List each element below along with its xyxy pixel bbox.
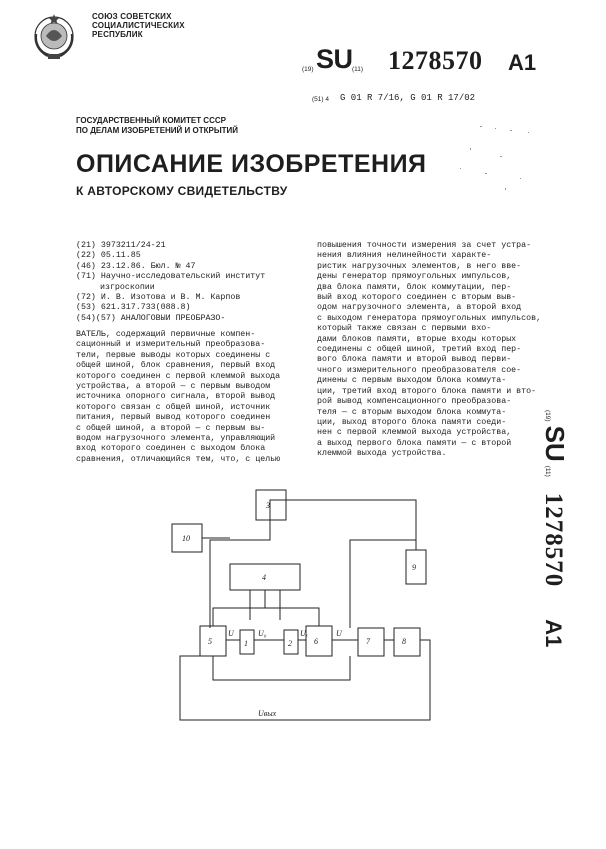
label-8: 8 [402,637,406,646]
label-10: 10 [182,534,190,543]
abstract-line: рой вывод компенсационного преобразова- [317,397,512,407]
vertical-code-19: (19) [544,410,551,422]
signal-u1: U [228,629,234,638]
biblio-line: (53) 621.317.733(088.8) [76,303,191,313]
vertical-number: 1278570 [540,492,567,588]
block-7 [358,628,384,656]
abstract-line: ристик нагрузочных элементов, в него вве- [317,261,522,271]
abstract-line: дами блоков памяти, вторые входы которых [317,334,517,344]
biblio-line: (72) И. В. Изотова и В. М. Карпов [76,293,241,303]
signal-u2: U [336,629,342,638]
label-9: 9 [412,563,416,572]
abstract-left-column [76,330,308,465]
abstract-line: с общей шиной, а второй — с первым вы- [76,423,266,433]
abstract-line: которого соединен с первой клеммой выхода [76,371,281,381]
abstract-line: одом нагрузочного элемента, а второй вход [317,303,522,313]
biblio-line: (71) Научно-исследовательский институт [76,272,266,282]
abstract-line: сационный и измерительный преобразова- [76,340,266,350]
abstract-line: с выходом генератора прямоугольных импульсов, [317,313,542,323]
vertical-kind: A1 [541,619,566,648]
abstract-line: общей шиной, блок сравнения, первый вход [76,361,276,371]
abstract-line: водом нагрузочного элемента, управляющий [76,434,276,444]
org-line-2: СОЦИАЛИСТИЧЕСКИХ [92,21,185,30]
label-3: 3 [266,501,270,510]
abstract-line: тели, первые выводы которых соединены с [76,350,271,360]
committee-line-2: ПО ДЕЛАМ ИЗОБРЕТЕНИЙ И ОТКРЫТИЙ [76,126,239,135]
org-line-3: РЕСПУБЛИК [92,30,143,39]
abstract-right-column [317,241,549,460]
abstract-line: ции, выход второго блока памяти соеди- [317,417,507,427]
label-2: 2 [288,639,292,648]
abstract-line: ции, третий вход второго блока памяти и вто- [317,386,537,396]
circuit-diagram [150,480,450,740]
abstract-line: сравнения, отличающийся тем, что, с целью [76,454,281,464]
abstract-line: два блока памяти, блок коммутации, пер- [317,282,512,292]
biblio-line: (22) 05.11.85 [76,251,141,261]
biblio-line: изгроскопии [100,282,155,292]
biblio-line: (21) 3973211/24-21 [76,241,166,250]
abstract-line: питания, первый вывод которого соединен [76,413,271,423]
biblio-line: (46) 23.12.86. Бюл. № 47 [76,261,196,271]
vertical-patent-number [540,410,580,660]
abstract-line: а выход первого блока памяти — с второй [317,438,512,448]
issuing-country [92,12,185,39]
code-51: (51) 4 [312,96,329,103]
label-6: 6 [314,637,318,646]
biblio-line: (54)(57) АНАЛОГОВЫЙ ПРЕОБРАЗО- [76,313,226,323]
abstract-line: теля — с вторым выходом блока коммута- [317,407,507,417]
label-5: 5 [208,637,212,646]
document-title: ОПИСАНИЕ ИЗОБРЕТЕНИЯ [76,150,427,178]
code-19: (19) [302,66,314,73]
abstract-line: нения влияния нелинейности характе- [317,251,492,261]
block-6 [306,626,332,656]
scan-noise [440,118,550,208]
abstract-line: источника опорного сигнала, второй вывод [76,392,276,402]
block-9 [406,550,426,584]
patent-number: 1278570 [388,46,483,75]
committee [76,116,238,136]
committee-line-1: ГОСУДАРСТВЕННЫЙ КОМИТЕТ СССР [76,116,226,125]
code-11: (11) [352,66,364,73]
block-8 [394,628,420,656]
label-4: 4 [262,573,266,582]
ussr-emblem [28,12,80,64]
bibliographic-data [76,241,308,324]
org-line-1: СОЮЗ СОВЕТСКИХ [92,12,172,21]
signal-u0: U₀ [258,629,267,638]
abstract-line: повышения точности измерения за счет устра- [317,241,532,250]
abstract-line: устройства, а второй — с первым выводом [76,382,271,392]
abstract-line: динены с первым выходом блока коммута- [317,376,507,386]
document-subtitle: К АВТОРСКОМУ СВИДЕТЕЛЬСТВУ [76,184,288,198]
signal-uout: Uвых [258,709,277,718]
block-3 [256,490,286,520]
document-kind: A1 [508,50,537,75]
vertical-code-11: (11) [544,465,551,477]
abstract-line: клеммой выхода устройства. [317,449,447,459]
ipc-classification: G 01 R 7/16, G 01 R 17/02 [340,93,476,103]
abstract-line: ВАТЕЛЬ, содержащий первичные компен- [76,330,256,339]
abstract-line: дены генератор прямоугольных импульсов, [317,272,512,282]
signal-ux: Uₓ [300,629,309,638]
label-7: 7 [366,637,370,646]
label-1: 1 [244,639,248,648]
abstract-line: который также связан с первыми вхо- [317,324,492,334]
abstract-line: которого связан с общей шиной, источник [76,402,271,412]
abstract-line: чного измерительного преобразователя сое- [317,365,522,375]
abstract-line: вход которого соединен с выходом блока [76,444,266,454]
vertical-country-code: SU [540,425,570,462]
abstract-line: нен с первой клеммой выхода устройства, [317,428,512,438]
abstract-line: вого блока памяти и второй вывод перви- [317,355,512,365]
country-code: SU [316,44,353,74]
block-5-left [200,626,226,656]
abstract-line: вый вход которого соединен с вторым выв- [317,293,517,303]
abstract-line: соединены с общей шиной, третий вход пер- [317,345,522,355]
